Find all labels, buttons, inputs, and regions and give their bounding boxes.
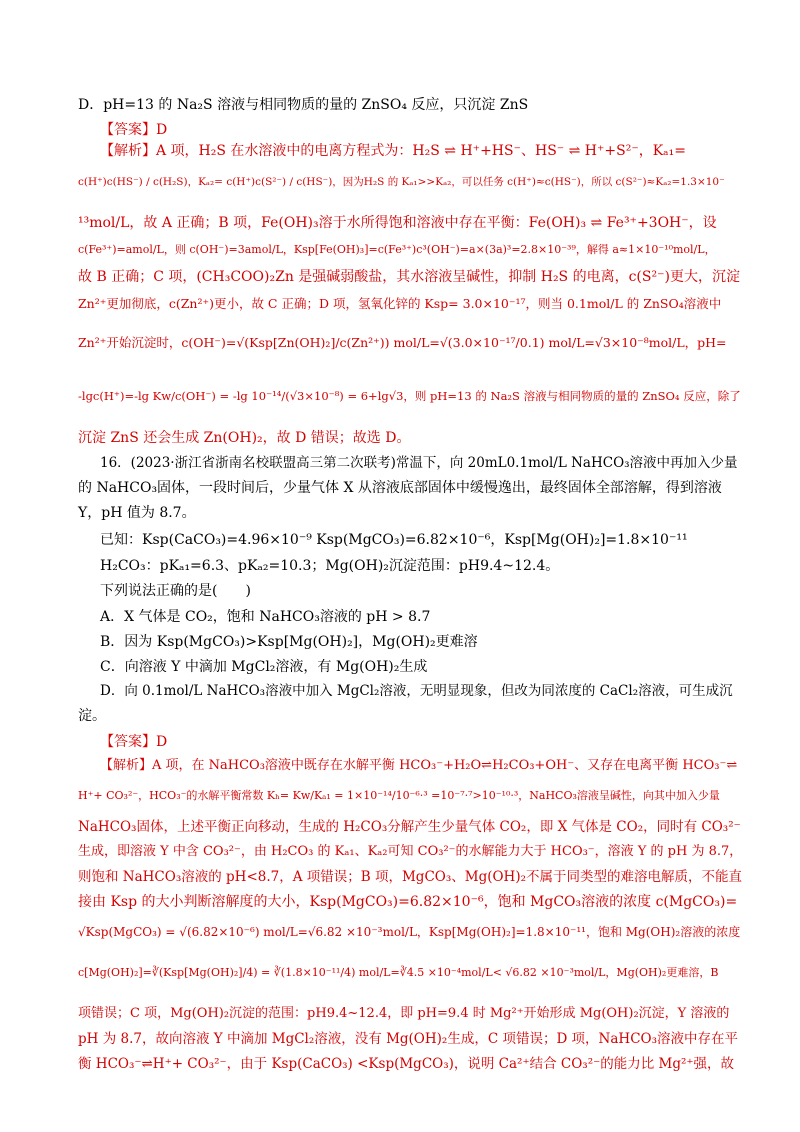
q16-question: 下列说法正确的是( ) — [100, 583, 251, 599]
q15-analysis-line-8: -lgc(H⁺)=-lg Kw/c(OH⁻) = -lg 10⁻¹⁴/(√3×10⁻⁸) = 6+lg√3，则 pH=13 的 Na₂S 溶液与相同物质的量的 ZnSO₄ 反应，除了 — [78, 389, 741, 403]
q16-known-line-1: 已知：Ksp(CaCO₃)=4.96×10⁻⁹ Ksp(MgCO₃)=6.82×10⁻⁶，Ksp[Mg(OH)₂]=1.8×10⁻¹¹ — [100, 532, 688, 548]
q16-analysis-line-1: 【解析】A 项，在 NaHCO₃溶液中既存在水解平衡 HCO₃⁻+H₂O⇌H₂CO₃+OH⁻、又存在电离平衡 HCO₃⁻⇌ — [100, 758, 738, 773]
q16-option-d-line-1: D．向 0.1mol/L NaHCO₃溶液中加入 MgCl₂溶液，无明显现象，但改为同浓度的 CaCl₂溶液，可生成沉 — [100, 683, 733, 699]
q15-analysis-line-9: 沉淀 ZnS 还会生成 Zn(OH)₂，故 D 错误；故选 D。 — [78, 430, 411, 446]
q16-stem-line-3: Y，pH 值为 8.7。 — [78, 505, 196, 521]
q16-stem-line-2: 的 NaHCO₃固体，一段时间后，少量气体 X 从溶液底部固体中缓慢逸出，最终固体全部溶解，得到溶液 — [78, 480, 722, 496]
q16-analysis-line-2: H⁺+ CO₃²⁻，HCO₃⁻的水解平衡常数 Kₕ= Kw/Kₐ₁ = 1×10⁻¹⁴/10⁻⁶·³ =10⁻⁷·⁷>10⁻¹⁰·³，NaHCO₃溶液呈碱性，向其中加入少量 — [78, 789, 720, 802]
q15-analysis-line-6: Zn²⁺更加彻底，c(Zn²⁺)更小，故 C 正确；D 项，氢氧化锌的 Ksp= 3.0×10⁻¹⁷，则当 0.1mol/L 的 ZnSO₄溶液中 — [78, 296, 722, 311]
q16-analysis-line-5: 则饱和 NaHCO₃溶液的 pH<8.7，A 项错误；B 项，MgCO₃、Mg(OH)₂不属于同类型的难溶电解质，不能直 — [78, 869, 742, 885]
q16-option-c: C．向溶液 Y 中滴加 MgCl₂溶液，有 Mg(OH)₂生成 — [100, 659, 428, 675]
q16-analysis-line-3: NaHCO₃固体，上述平衡正向移动，生成的 H₂CO₃分解产生少量气体 CO₂，即 X 气体是 CO₂，同时有 CO₃²⁻ — [78, 819, 741, 835]
q15-analysis-line-2: c(H⁺)c(HS⁻) / c(H₂S)，Kₐ₂= c(H⁺)c(S²⁻) / c(HS⁻)，因为H₂S 的 Kₐ₁>>Kₐ₂，可以任务 c(H⁺)≈c(HS⁻)，所以 c(S²⁻)≈Kₐ₂=1.3×10⁻ — [78, 176, 725, 188]
q16-analysis-line-7: √Ksp(MgCO₃) = √(6.82×10⁻⁶) mol/L=√6.82 ×10⁻³mol/L，Ksp[Mg(OH)₂]=1.8×10⁻¹¹，饱和 Mg(OH)₂溶液的浓度 — [78, 925, 741, 939]
q16-known-line-2: H₂CO₃：pKₐ₁=6.3、pKₐ₂=10.3；Mg(OH)₂沉淀范围：pH9.4~12.4。 — [100, 558, 560, 574]
q16-stem-line-1: 16．(2023·浙江省浙南名校联盟高三第二次联考)常温下，向 20mL0.1mol/L NaHCO₃溶液中再加入少量 — [100, 455, 738, 471]
q15-analysis-line-4: c(Fe³⁺)=amol/L，则 c(OH⁻)=3amol/L，Ksp[Fe(OH)₃]=c(Fe³⁺)c³(OH⁻)=a×(3a)³=2.8×10⁻³⁹，解得 a≈1×10⁻¹⁰mol/L， — [78, 243, 716, 256]
q16-analysis-line-10: pH 为 8.7，故向溶液 Y 中滴加 MgCl₂溶液，没有 Mg(OH)₂生成，C 项错误；D 项，NaHCO₃溶液中存在平 — [78, 1031, 738, 1047]
q15-analysis-line-7: Zn²⁺开始沉淀时，c(OH⁻)=√(Ksp[Zn(OH)₂]/c(Zn²⁺)) mol/L=√(3.0×10⁻¹⁷/0.1) mol/L=√3×10⁻⁸mol/L，pH= — [78, 335, 727, 350]
q15-option-d: D．pH=13 的 Na₂S 溶液与相同物质的量的 ZnSO₄ 反应，只沉淀 ZnS — [78, 97, 529, 113]
q15-analysis-line-3: ¹³mol/L，故 A 正确；B 项，Fe(OH)₃溶于水所得饱和溶液中存在平衡：Fe(OH)₃ ⇌ Fe³⁺+3OH⁻，设 — [78, 215, 717, 231]
q15-analysis-line-5: 故 B 正确；C 项，(CH₃COO)₂Zn 是强碱弱酸盐，其水溶液呈碱性，抑制 H₂S 的电离，c(S²⁻)更大，沉淀 — [78, 269, 740, 285]
q16-analysis-line-4: 生成，即溶液 Y 中含 CO₃²⁻，由 H₂CO₃ 的 Kₐ₁、Kₐ₂可知 CO₃²⁻的水解能力大于 HCO₃⁻，溶液 Y 的 pH 为 8.7， — [78, 844, 743, 859]
q16-option-d-line-2: 淀。 — [78, 708, 106, 724]
q16-option-a: A．X 气体是 CO₂，饱和 NaHCO₃溶液的 pH > 8.7 — [100, 609, 431, 625]
q15-analysis-line-1: 【解析】A 项，H₂S 在水溶液中的电离方程式为：H₂S ⇌ H⁺+HS⁻、HS⁻ ⇌ H⁺+S²⁻，Kₐ₁= — [100, 143, 686, 159]
q16-analysis-line-11: 衡 HCO₃⁻⇌H⁺+ CO₃²⁻，由于 Ksp(CaCO₃) <Ksp(MgCO₃)，说明 Ca²⁺结合 CO₃²⁻的能力比 Mg²⁺强，故 — [78, 1056, 735, 1072]
q16-analysis-line-8: c[Mg(OH)₂]=∛(Ksp[Mg(OH)₂]/4) = ∛(1.8×10⁻¹¹/4) mol/L=∛4.5 ×10⁻⁴mol/L< √6.82 ×10⁻³mol/L，Mg(OH)₂更难溶，B — [78, 966, 719, 979]
q16-answer: 【答案】D — [100, 734, 168, 750]
q16-analysis-line-9: 项错误；C 项，Mg(OH)₂沉淀的范围：pH9.4~12.4，即 pH=9.4 时 Mg²⁺开始形成 Mg(OH)₂沉淀，Y 溶液的 — [78, 1006, 730, 1021]
q16-option-b: B．因为 Ksp(MgCO₃)>Ksp[Mg(OH)₂]，Mg(OH)₂更难溶 — [100, 634, 478, 650]
q15-answer: 【答案】D — [100, 122, 168, 138]
q16-analysis-line-6: 接由 Ksp 的大小判断溶解度的大小，Ksp(MgCO₃)=6.82×10⁻⁶，饱和 MgCO₃溶液的浓度 c(MgCO₃)= — [78, 894, 738, 910]
